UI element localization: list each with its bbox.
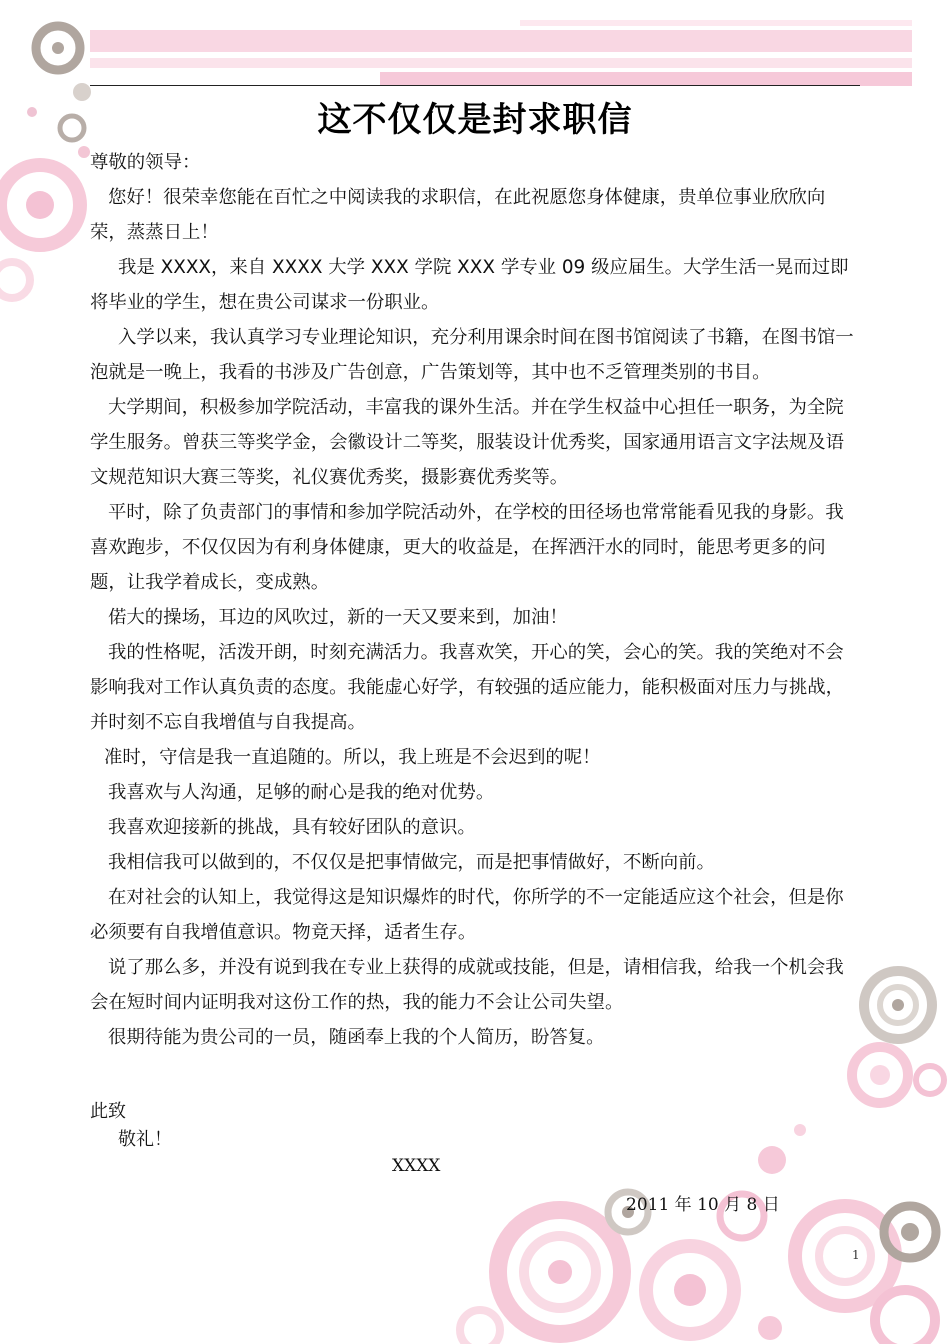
paragraph-punctuality: 准时，守信是我一直追随的。所以，我上班是不会迟到的呢！ <box>104 747 601 768</box>
page-number: 1 <box>852 1248 860 1262</box>
letter-date: 2011 年 10 月 8 日 <box>626 1195 780 1215</box>
paragraph-personality: 我的性格呢，活泼开朗，时刻充满活力。我喜欢笑，开心的笑，会心的笑。我的笑绝对不会影响我对工作认真负责的态度。我能虚心好学，有较强的适应能力，能积极面对压力与挑战，并时刻不忘自我增值与自我提高。 <box>90 642 845 733</box>
closing-block <box>90 1098 172 1154</box>
closing-text: 此致 <box>90 1101 126 1122</box>
page-title: 这不仅仅是封求职信 <box>317 100 633 140</box>
paragraph-field: 偌大的操场，耳边的风吹过，新的一天又要来到，加油！ <box>108 607 568 628</box>
paragraph-sports: 平时，除了负责部门的事情和参加学院活动外，在学校的田径场也常常能看见我的身影。我喜欢跑步，不仅仅因为有利身体健康，更大的收益是，在挥洒汗水的同时，能思考更多的问题，让我学着成长，变成熟。 <box>90 502 844 593</box>
paragraph-communication: 我喜欢与人沟通，足够的耐心是我的绝对优势。 <box>108 782 495 803</box>
paragraph-study: 入学以来，我认真学习专业理论知识，充分利用课余时间在图书馆阅读了书籍，在图书馆一泡就是一晚上，我看的书涉及广告创意，广告策划等，其中也不乏管理类别的书目。 <box>90 327 854 383</box>
paragraph-challenge: 我喜欢迎接新的挑战，具有较好团队的意识。 <box>108 817 476 838</box>
regards-text: 敬礼！ <box>118 1129 172 1150</box>
letter-body <box>90 145 862 1055</box>
signature: XXXX <box>392 1156 441 1176</box>
paragraph-opportunity: 说了那么多，并没有说到我在专业上获得的成就或技能，但是，请相信我，给我一个机会我会在短时间内证明我对这份工作的热，我的能力不会让公司失望。 <box>90 957 844 1013</box>
paragraph-activities: 大学期间，积极参加学院活动，丰富我的课外生活。并在学生权益中心担任一职务，为全院学生服务。曾获三等奖学金，会徽设计二等奖，服装设计优秀奖，国家通用语言文字法规及语文规范知识大赛三等奖，礼仪赛优秀奖，摄影赛优秀奖等。 <box>90 397 845 488</box>
paragraph-introduction: 我是 XXXX，来自 XXXX 大学 XXX 学院 XXX 学专业 09 级应届生。大学生活一晃而过即将毕业的学生，想在贵公司谋求一份职业。 <box>90 257 849 313</box>
paragraph-expectation: 很期待能为贵公司的一员，随函奉上我的个人简历，盼答复。 <box>108 1027 605 1048</box>
header-rule <box>90 85 860 86</box>
salutation: 尊敬的领导： <box>90 152 201 173</box>
paragraph-confidence: 我相信我可以做到的，不仅仅是把事情做完，而是把事情做好，不断向前。 <box>108 852 715 873</box>
paragraph-greeting: 您好！很荣幸您能在百忙之中阅读我的求职信，在此祝愿您身体健康，贵单位事业欣欣向荣，蒸蒸日上！ <box>90 187 826 243</box>
paragraph-society: 在对社会的认知上，我觉得这是知识爆炸的时代，你所学的不一定能适应这个社会，但是你必须要有自我增值意识。物竟天择，适者生存。 <box>90 887 844 943</box>
